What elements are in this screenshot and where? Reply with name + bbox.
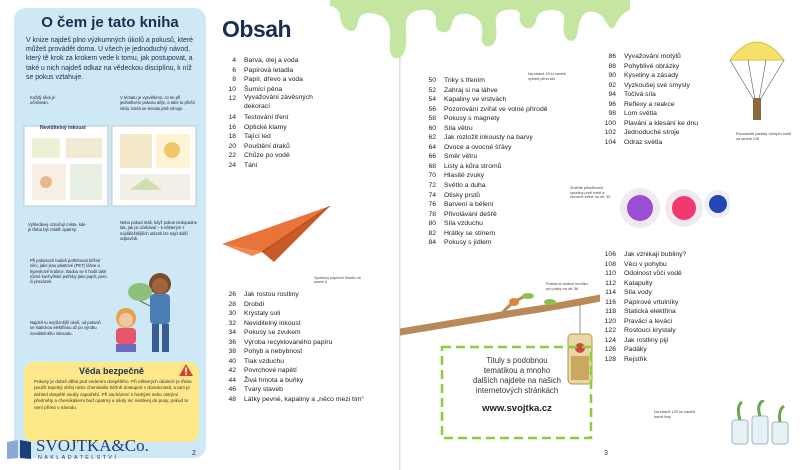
toc-entry-title: Drobdí [244, 300, 265, 308]
about-text: V knize najdeš plno výzkumných úkolů a pokusů, které můžeš provádět doma. U všech je jednoduchý návod, který tě krok za krokem vede k tomu, jak postupovat, a také u nich najdeš odkaz na vědeckou disciplínu, k níž se pokus vztahuje. [26, 37, 193, 81]
toc-entry [592, 336, 732, 346]
toc-page-number: 16 [228, 123, 236, 131]
toc-entry [592, 279, 732, 289]
toc-entry [212, 357, 382, 367]
toc-entry-title: Světlo a duha [444, 182, 486, 190]
toc-page-number: 90 [608, 72, 616, 80]
toc-entry-title: Směr větru [444, 153, 478, 161]
toc-entry-title: Síla vody [624, 289, 652, 297]
toc-entry-title: Neviditelný inkoust [244, 319, 301, 327]
promo-text [442, 356, 592, 396]
toc-page-number: 104 [604, 138, 616, 146]
toc-page-number: 12 [228, 95, 236, 103]
toc-entry [592, 90, 732, 100]
toc-page-number: 36 [228, 338, 236, 346]
toc-entry-title: Tlak vzduchu [244, 357, 285, 365]
toc-entry [212, 75, 322, 85]
toc-entry-title: Vyvažování motýlů [624, 53, 681, 60]
safety-title: Věda bezpečně [78, 366, 145, 376]
toc-entry-title: Triky s třením [444, 77, 485, 84]
toc-entry-title: Výroba recyklovaného papíru [244, 338, 333, 346]
annotation-explanation: V tématu je vysvětleno, co se při jednotlivém pokusu děje, a také tu přečti vědu, která se tématu jistě věnuje. [120, 95, 195, 111]
toc-entry-title: Pokusy s magnety [444, 115, 500, 123]
left-page [0, 0, 399, 470]
jars-caption: Na straně 125 se naučíš barvit listy [654, 410, 696, 419]
toc-entry [212, 132, 322, 142]
toc-entry-title: Barvení a bělení [444, 201, 494, 209]
toc-entry-title: Tající led [244, 133, 271, 141]
toc-entry [592, 109, 732, 119]
toc-entry [412, 76, 592, 86]
promo-line-2: tematikou a mnoho [483, 366, 551, 375]
toc-page-number: 56 [428, 105, 436, 113]
toc-entry-title: Vyvažování závěsných dekorací [244, 94, 313, 110]
toc-entry [212, 113, 322, 123]
toc-page-number: 30 [228, 310, 236, 318]
toc-entry-title: Ovoce a ovocné šťávy [444, 143, 512, 151]
toc-page-number: 22 [228, 152, 236, 160]
toc-entry [592, 317, 732, 327]
toc-page-number: 120 [604, 317, 616, 325]
toc-page-number: 8 [232, 76, 236, 84]
book-example-illustration [22, 120, 198, 210]
toc-page-number: 102 [604, 129, 616, 137]
toc-entry [212, 151, 322, 161]
toc-entry [592, 62, 732, 72]
toc-entry-title: Otisky prstů [444, 191, 480, 199]
toc-entry-title: Pokusy se zvukem [244, 329, 301, 337]
toc-page-number: 78 [428, 210, 436, 218]
annotation-caution: Vyhledávej označují místa, kde je třeba být zvlášť opatrný. [28, 222, 86, 233]
toc-entry-title: Papírové vrtulníky [624, 298, 679, 306]
toc-entry [412, 171, 592, 181]
toc-page-number: 62 [428, 134, 436, 142]
toc-page-number: 116 [605, 298, 616, 306]
toc-entry [592, 260, 732, 270]
toc-column-2 [212, 290, 382, 405]
toc-page-number: 58 [428, 115, 436, 123]
toc-entry-title: Jednoduché stroje [624, 129, 680, 137]
toc-page-number: 20 [228, 142, 236, 150]
toc-entry-title: Hlasité zvuky [444, 172, 485, 180]
toc-entry [212, 385, 382, 395]
toc-entry [412, 238, 592, 248]
toc-page-number: 122 [604, 327, 616, 335]
toc-entry-title: Síla vzduchu [444, 220, 483, 228]
promo-line-3: dalších najdete na našich [473, 376, 561, 385]
toc-page-number: 60 [428, 124, 436, 132]
toc-entry [412, 114, 592, 124]
toc-entry-title: Padáky [624, 346, 647, 354]
toc-entry-title: Odraz světla [624, 138, 663, 146]
toc-entry-title: Pravácí a leváci [624, 317, 672, 325]
toc-entry [212, 161, 322, 171]
toc-entry [592, 288, 732, 298]
promo-line-1: Tituly s podobnou [486, 356, 548, 365]
toc-entry-title: Zahraj si na láhve [444, 86, 498, 94]
toc-entry [412, 86, 592, 96]
annotation-materials: Při pokusech budeš potřebovat běžné věci, jako jsou plastové (PET) láhve a lepenkové krabice. Budou se ti hodit také různé kuchyňské potřeby jako papír, pero či provázek. [30, 258, 107, 285]
toc-page-number: 82 [428, 229, 436, 237]
toc-entry-title: Vyzkoušej své smysly [624, 81, 690, 89]
toc-page-number: 68 [428, 162, 436, 170]
toc-page-number: 34 [228, 329, 236, 337]
toc-entry [412, 95, 592, 105]
toc-entry [412, 191, 592, 201]
toc-entry [592, 81, 732, 91]
toc-entry [212, 142, 322, 152]
toc-entry-title: Pokusy s jídlem [444, 239, 492, 247]
toc-entry-title: Šumící pěna [244, 85, 283, 93]
toc-entry [212, 366, 382, 376]
toc-page-number: 42 [228, 367, 236, 375]
toc-entry [592, 326, 732, 336]
toc-entry [212, 66, 322, 76]
book-icon [6, 438, 32, 460]
toc-page-number: 64 [428, 143, 436, 151]
toc-page-number: 50 [428, 77, 436, 84]
toc-entry-title: Odolnost vůči vodě [624, 270, 682, 278]
toc-page-number: 110 [605, 270, 616, 278]
toc-entry [212, 328, 382, 338]
website-link[interactable]: www.svojtka.cz [482, 403, 552, 414]
toc-entry-title: Testování tření [244, 114, 289, 122]
toc-entry [412, 105, 592, 115]
toc-column-3 [412, 76, 592, 248]
toc-entry [412, 181, 592, 191]
toc-entry [592, 100, 732, 110]
colour-dishes-illustration [596, 184, 730, 232]
toc-page-number: 74 [428, 191, 436, 199]
toc-entry-title: Točivá síla [624, 91, 656, 99]
toc-entry-title: Kapaliny ve vrstvách [444, 96, 507, 104]
toc-entry [212, 56, 322, 66]
parachute-caption: Rozmanité padáky různých tvarů na straně 126 [736, 132, 792, 141]
promo-line-4: internetových stránkách [475, 386, 559, 395]
toc-page-number: 52 [428, 86, 436, 94]
toc-entry [592, 250, 732, 260]
toc-entry-title: Povrchové napětí [244, 367, 297, 375]
toc-entry-title: Jak rozložit inkousty na barvy [444, 134, 533, 142]
toc-entry [592, 307, 732, 317]
toc-page-number: 106 [604, 251, 616, 258]
toc-entry [412, 162, 592, 172]
toc-page-number: 124 [604, 336, 616, 344]
toc-page-number: 112 [605, 279, 616, 287]
toc-entry-title: Jak vznikají bubliny? [624, 251, 687, 258]
toc-page-number: 80 [428, 220, 436, 228]
toc-page-number: 32 [228, 319, 236, 327]
toc-entry [212, 338, 382, 348]
toc-column-4 [592, 52, 732, 147]
toc-page-number: 54 [428, 96, 436, 104]
toc-entry-title: Pouštění draků [244, 142, 290, 150]
toc-page-number: 94 [608, 91, 616, 99]
toc-page-number: 114 [605, 289, 616, 297]
toc-page-number: 40 [228, 357, 236, 365]
toc-entry [212, 290, 382, 300]
toc-entry [592, 52, 732, 62]
toc-page-number: 70 [428, 172, 436, 180]
toc-entry [212, 395, 382, 405]
toc-entry [412, 143, 592, 153]
toc-entry-title: Plavání a klesání ke dnu [624, 119, 699, 127]
toc-entry [592, 119, 732, 129]
children-illustration [104, 266, 184, 358]
toc-page-number: 10 [228, 85, 236, 93]
toc-page-number: 24 [228, 161, 236, 169]
toc-page-number: 108 [604, 260, 616, 268]
toc-page-number: 48 [228, 396, 236, 404]
toc-entry-title: Reflexy a reakce [624, 100, 675, 108]
toc-entry [412, 229, 592, 239]
toc-entry-title: Statická elektřina [624, 308, 676, 316]
logo-name: SVOJTKA&Co. [36, 436, 149, 455]
toc-entry-title: Tvary staveb [244, 386, 283, 394]
toc-entry-title: Papír, dřevo a voda [244, 76, 303, 84]
toc-page-number: 6 [232, 66, 236, 74]
toc-entry [212, 85, 322, 95]
slime-illustration [330, 0, 630, 62]
toc-page-number: 96 [608, 100, 616, 108]
toc-entry [592, 298, 732, 308]
toc-page-number: 14 [228, 114, 236, 122]
toc-page-number: 26 [228, 291, 236, 298]
toc-page-number: 72 [428, 182, 436, 190]
toc-title: Obsah [222, 16, 292, 42]
toc-entry-title: Věci v pohybu [624, 260, 667, 268]
toc-entry-title: Kyseliny a zásady [624, 72, 679, 80]
toc-entry [412, 133, 592, 143]
toc-entry [592, 128, 732, 138]
toc-column-5 [592, 250, 732, 365]
toc-entry-title: Papírová letadla [244, 66, 294, 74]
toc-page-number: 100 [604, 119, 616, 127]
toc-entry-title: Síla větru [444, 124, 473, 132]
annotation-sample-title: Neviditelný inkoust [40, 125, 86, 131]
toc-entry [412, 152, 592, 162]
toc-column-1 [212, 56, 322, 170]
toc-entry-title: Optické klamy [244, 123, 287, 131]
toc-entry-title: Katapulty [624, 279, 653, 287]
toc-page-number: 38 [228, 348, 236, 356]
paper-plane-illustration [222, 206, 332, 264]
toc-page-number: 44 [228, 376, 236, 384]
logo-subtitle: NAKLADATELSTVÍ [38, 455, 119, 461]
toc-entry-title: Jak rostliny pijí [624, 336, 669, 344]
toc-entry [212, 376, 382, 386]
toc-entry [212, 123, 322, 133]
book-gutter [399, 0, 401, 470]
slime-caption: Na straně 49 si naučíš vyrobit pěnu sliz [528, 72, 566, 81]
toc-entry [592, 138, 732, 148]
bubbles-caption: Změňte přitažlivosti kyseliny proti sobě a červené zelné na str. 90 [570, 186, 611, 200]
toc-entry [212, 300, 382, 310]
toc-entry [212, 347, 382, 357]
annotation-troubleshooting: Nebo pokud máš, když pokus nedopadne tak, jak jsi očekával – k některým z nejdůležitějších otázek lze najít další odpovědi. [120, 220, 198, 241]
toc-page-number: 66 [428, 153, 436, 161]
toc-entry [212, 94, 322, 113]
annotation-numbered: Každý úkol je očíslován. [30, 95, 55, 106]
safety-text: Pokusy je dobré dělat pod vedením dospělého. Při některých úkolech je třeba použít tepelný ohřej nebo chemikálie běžně dostupné v domácnosti, a tam je dohled dospělé osoby zapotřebí. Při zacházení s horkými nebo ostrými předměty a chemikáliemi buď opatrný a nikdy nic nedávej do pusy, pokud to není přímo v návodu. [34, 379, 192, 410]
toc-page-number: 4 [232, 57, 236, 64]
toc-entry-title: Přivolávání dešťě [444, 210, 497, 218]
toc-entry [592, 355, 732, 365]
page-number-right: 3 [604, 450, 608, 457]
toc-entry [212, 319, 382, 329]
annotation-range: Najdeš tu nejrůznější okolí, od pokusů se statickou elektřinou až po výrobu neviditelného inkoustu. [30, 320, 101, 336]
toc-page-number: 76 [428, 201, 436, 209]
toc-page-number: 118 [605, 308, 616, 316]
plane-caption: Vyrobený papírové letadlo na straně 6 [314, 276, 361, 285]
toc-entry-title: Chůze po vodě [244, 152, 290, 160]
toc-entry [212, 309, 382, 319]
toc-page-number: 88 [608, 62, 616, 70]
toc-entry-title: Rejstřík [624, 356, 648, 364]
toc-page-number: 92 [608, 81, 616, 89]
about-title: O čem je tato kniha [41, 14, 179, 31]
toc-entry [412, 210, 592, 220]
warning-icon [179, 364, 193, 376]
toc-page-number: 126 [604, 346, 616, 354]
publisher-logo [6, 438, 156, 464]
toc-entry-title: Lom světla [624, 110, 657, 118]
toc-entry-title: Krystaly soli [244, 310, 281, 318]
page-number-left: 2 [192, 450, 196, 457]
toc-page-number: 46 [228, 386, 236, 394]
plant-jars-illustration [726, 400, 794, 446]
toc-page-number: 84 [428, 239, 436, 247]
parachute-illustration [724, 30, 790, 130]
toc-entry-title: Barva, olej a voda [244, 57, 299, 64]
toc-entry [592, 345, 732, 355]
toc-entry [592, 71, 732, 81]
toc-entry [412, 219, 592, 229]
toc-entry-title: Látky pevné, kapaliny a „něco mezi tím“ [244, 396, 364, 404]
toc-entry-title: Tání [244, 161, 258, 169]
toc-page-number: 86 [608, 53, 616, 60]
feeder-caption: Postav si drobné krmítko pro ptáky na str. 56 [546, 282, 588, 291]
toc-entry [412, 124, 592, 134]
toc-entry-title: Pozorování zvířat ve volné přírodě [444, 105, 548, 113]
toc-entry-title: Rostoucí krystaly [624, 327, 676, 335]
toc-entry-title: Listy a kůra stromů [444, 162, 502, 170]
toc-entry-title: Hrátky se stínem [444, 229, 495, 237]
toc-page-number: 98 [608, 110, 616, 118]
toc-entry [592, 269, 732, 279]
toc-page-number: 18 [228, 133, 236, 141]
toc-page-number: 128 [604, 356, 616, 364]
toc-entry-title: Pohyblivé obrázky [624, 62, 680, 70]
toc-page-number: 28 [228, 300, 236, 308]
toc-entry-title: Jak rostou rostliny [244, 291, 299, 298]
toc-entry-title: Pohyb a nebybnost [244, 348, 303, 356]
toc-entry-title: Živá hmota a buňky [244, 376, 304, 384]
toc-entry [412, 200, 592, 210]
